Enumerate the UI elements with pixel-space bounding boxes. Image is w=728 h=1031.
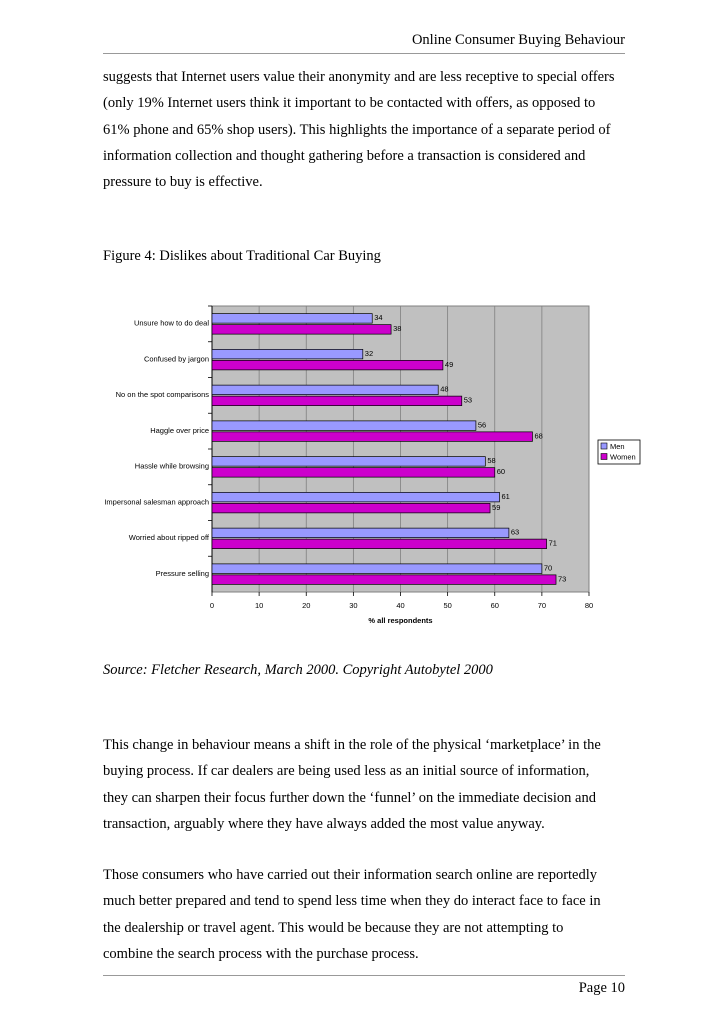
data-label: 58 [487, 456, 496, 466]
category-label: Pressure selling [155, 568, 209, 578]
category-label: Worried about ripped off [128, 533, 209, 543]
legend-label: Women [610, 452, 636, 462]
bar-women [212, 396, 462, 406]
bar-men [212, 385, 438, 395]
data-label: 61 [501, 491, 510, 501]
footer-rule [103, 975, 625, 976]
data-label: 38 [393, 324, 402, 334]
bar-men [212, 349, 363, 359]
x-tick-label: 80 [584, 601, 594, 610]
x-tick-label: 70 [537, 601, 547, 610]
intro-paragraph [103, 64, 633, 195]
bar-chart [100, 298, 648, 628]
data-label: 70 [543, 563, 553, 573]
bar-women [212, 503, 490, 513]
body-paragraph-1 [103, 732, 633, 837]
text-line: pressure to buy is effective. [103, 174, 263, 191]
page-number: Page 10 [578, 980, 625, 996]
bar-women [212, 539, 547, 549]
x-tick-label: 40 [396, 601, 405, 610]
text-line: much better prepared and tend to spend less time when they do interact face to face in [103, 893, 601, 910]
text-line: (only 19% Internet users think it important to be contacted with offers, as opposed to [103, 95, 596, 112]
bar-men [212, 492, 499, 502]
bar-women [212, 432, 532, 442]
data-label: 48 [440, 384, 449, 394]
category-label: Unsure how to do deal [133, 318, 209, 328]
category-label: Hassle while browsing [134, 461, 209, 471]
data-label: 53 [463, 395, 473, 405]
x-tick-label: 30 [349, 601, 358, 610]
category-label: Confused by jargon [143, 354, 209, 364]
data-label: 71 [548, 538, 557, 548]
text-line: Those consumers who have carried out their information search online are reportedly [103, 867, 598, 883]
bar-men [212, 314, 372, 324]
source-caption: Source: Fletcher Research, March 2000. Copyright Autobytel 2000 [103, 662, 493, 678]
bar-women [212, 360, 443, 370]
data-label: 73 [558, 574, 567, 584]
x-axis-title: % all respondents [368, 616, 433, 625]
text-line: transaction, arguably where they have always added the most value anyway. [103, 815, 545, 832]
text-line: they can sharpen their focus further down the ‘funnel’ on the immediate decision and [103, 789, 596, 806]
x-tick-label: 50 [443, 601, 452, 610]
x-tick-label: 0 [209, 601, 215, 610]
x-tick-label: 20 [302, 601, 311, 610]
header-rule [103, 53, 625, 54]
bar-men [212, 457, 485, 467]
text-line: the dealership or travel agent. This would be because they are not attempting to [103, 919, 564, 936]
text-line: combine the search process with the purchase process. [103, 945, 419, 962]
body-paragraph-2 [103, 862, 633, 967]
data-label: 56 [477, 420, 487, 430]
legend-swatch [601, 454, 607, 460]
bar-men [212, 421, 476, 431]
bar-men [212, 528, 509, 538]
text-line: suggests that Internet users value their anonymity and are less receptive to special offers [103, 69, 615, 85]
legend-swatch [601, 443, 607, 449]
bar-women [212, 468, 495, 478]
category-label: Haggle over price [150, 425, 209, 435]
bar-women [212, 325, 391, 335]
data-label: 68 [534, 431, 543, 441]
data-label: 63 [510, 527, 520, 537]
text-line: buying process. If car dealers are being used less as an initial source of information, [103, 763, 590, 780]
legend-label: Men [610, 442, 625, 451]
text-line: information collection and thought gathering before a transaction is considered and [103, 147, 586, 164]
bar-women [212, 575, 556, 585]
category-label: Impersonal salesman approach [104, 497, 209, 507]
page-header-title: Online Consumer Buying Behaviour [411, 32, 625, 48]
data-label: 59 [492, 502, 501, 512]
text-line: 61% phone and 65% shop users). This highlights the importance of a separate period of [103, 121, 611, 138]
data-label: 49 [444, 359, 454, 369]
category-label: No on the spot comparisons [115, 390, 209, 400]
data-label: 32 [364, 348, 374, 358]
data-label: 34 [374, 313, 383, 323]
text-line: This change in behaviour means a shift in the role of the physical ‘marketplace’ in the [103, 737, 601, 753]
x-tick-label: 60 [490, 601, 499, 610]
data-label: 60 [496, 467, 506, 477]
bar-men [212, 564, 542, 574]
figure-caption: Figure 4: Dislikes about Traditional Car Buying [103, 248, 381, 264]
x-tick-label: 10 [254, 601, 264, 610]
